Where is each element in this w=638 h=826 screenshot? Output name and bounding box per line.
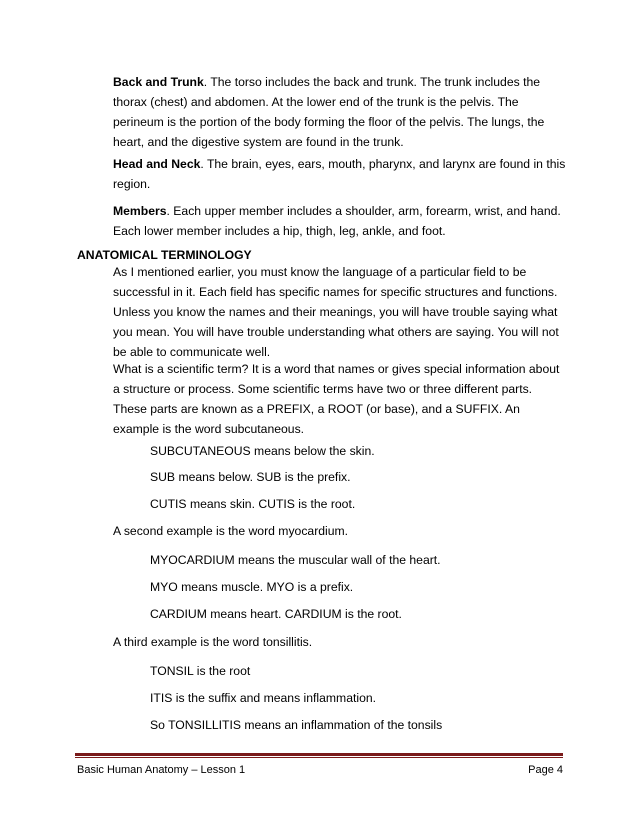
footer-page-number: Page 4 <box>528 764 563 776</box>
example-tonsillitis: So TONSILLITIS means an inflammation of the tonsils <box>150 718 443 732</box>
paragraph-third-example: A third example is the word tonsillitis. <box>113 635 313 649</box>
paragraph-scientific-term: What is a scientific term? It is a word that names or gives special information about a structure or process. Some scientific terms have two or three different parts. These parts are known as a PREFIX, a ROOT (or base), and a SUFFIX. An example is the word subcutaneous. <box>113 362 560 436</box>
paragraph-language: As I mentioned earlier, you must know the language of a particular field to be successful in it. Each field has specific names for specific structures and functions. Unless you know the names and their meanings, you will have trouble saying what you mean. You will have trouble understanding what others are saying. You will not be able to communicate well. <box>113 265 559 359</box>
footer-lesson: Basic Human Anatomy – Lesson 1 <box>77 764 246 776</box>
head-neck-paragraph <box>113 154 568 194</box>
footer-rule-thick <box>75 753 563 756</box>
back-trunk-title: Back and Trunk <box>113 75 204 89</box>
example-itis: ITIS is the suffix and means inflammation. <box>150 691 377 705</box>
example-myocardium: MYOCARDIUM means the muscular wall of the heart. <box>150 553 441 567</box>
example-myo: MYO means muscle. MYO is a prefix. <box>150 580 354 594</box>
members-paragraph <box>113 201 568 241</box>
head-neck-title: Head and Neck <box>113 157 201 171</box>
example-sub: SUB means below. SUB is the prefix. <box>150 470 351 484</box>
members-text: . Each upper member includes a shoulder, arm, forearm, wrist, and hand. Each lower member includes a hip, thigh, leg, ankle, and foot. <box>113 204 561 238</box>
footer-rule-thin <box>75 757 563 758</box>
example-cutis: CUTIS means skin. CUTIS is the root. <box>150 497 356 511</box>
members-title: Members <box>113 204 167 218</box>
example-subcutaneous: SUBCUTANEOUS means below the skin. <box>150 444 375 458</box>
example-cardium: CARDIUM means heart. CARDIUM is the root. <box>150 607 402 621</box>
head-neck-text: . The brain, eyes, ears, mouth, pharynx, and larynx are found in this region. <box>113 157 566 191</box>
section-heading: ANATOMICAL TERMINOLOGY <box>77 248 252 262</box>
example-tonsil: TONSIL is the root <box>150 664 251 678</box>
back-trunk-text: . The torso includes the back and trunk. The trunk includes the thorax (chest) and abdomen. At the lower end of the trunk is the pelvis. The perineum is the portion of the body forming the floor of the pelvis. The lungs, the heart, and the digestive system are found in the trunk. <box>113 75 545 149</box>
back-trunk-paragraph <box>113 72 568 152</box>
paragraph-second-example: A second example is the word myocardium. <box>113 524 349 538</box>
